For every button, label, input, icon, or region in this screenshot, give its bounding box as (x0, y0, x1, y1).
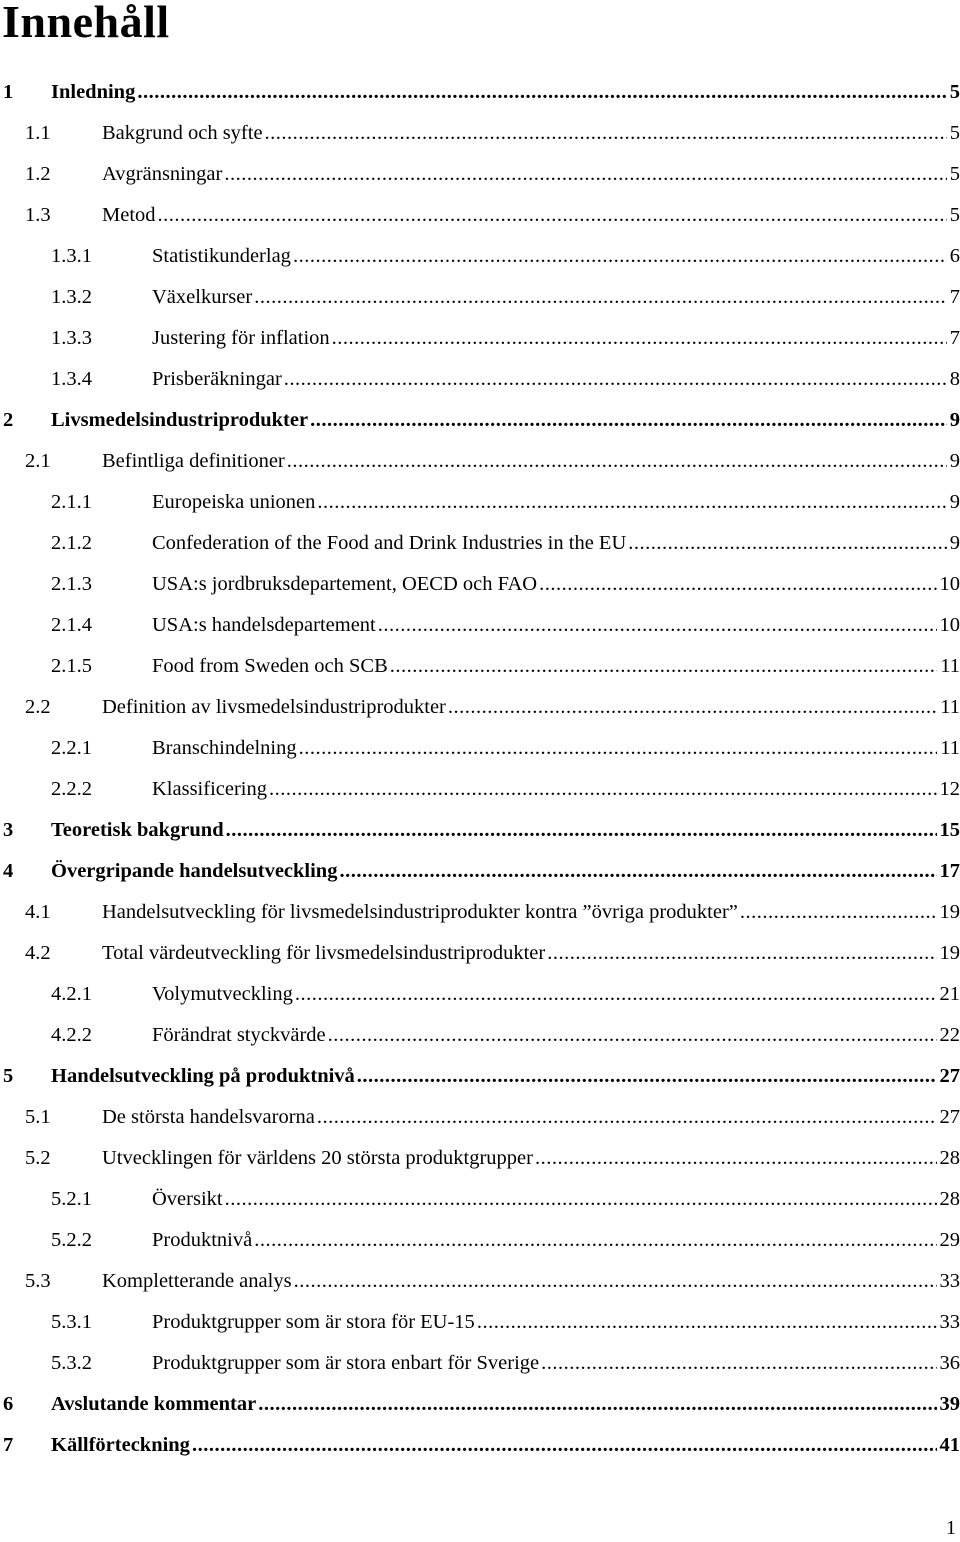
toc-entry-title[interactable]: Handelsutveckling på produktnivå (51, 1065, 355, 1087)
toc-dot-leader (310, 400, 947, 441)
toc-entry-title[interactable]: Metod (102, 204, 156, 226)
toc-dot-leader (226, 810, 937, 851)
toc-dot-leader (294, 1261, 937, 1302)
toc-entry-line (152, 1220, 960, 1261)
toc-entry-title[interactable]: De största handelsvarorna (102, 1106, 315, 1128)
toc-dot-leader (328, 1015, 937, 1056)
toc-entry-title[interactable]: Klassificering (152, 778, 267, 800)
toc-entry-page: 39 (939, 1393, 960, 1415)
toc-entry-number: 5.1 (25, 1106, 51, 1128)
toc-entry-title[interactable]: Översikt (152, 1188, 223, 1210)
toc-entry[interactable] (0, 605, 960, 646)
toc-entry[interactable] (0, 1425, 960, 1466)
toc-entry-line (152, 482, 960, 523)
toc-entry-title[interactable]: Bakgrund och syfte (102, 122, 263, 144)
toc-entry-line (102, 1261, 960, 1302)
toc-entry[interactable] (0, 236, 960, 277)
toc-entry-page: 36 (939, 1352, 960, 1374)
toc-entry[interactable] (0, 564, 960, 605)
toc-entry-page: 5 (949, 81, 960, 103)
toc-entry-page: 27 (939, 1106, 960, 1128)
toc-entry-title[interactable]: Övergripande handelsutveckling (51, 860, 338, 882)
toc-entry-title[interactable]: Prisberäkningar (152, 368, 282, 390)
toc-entry-line (152, 1343, 960, 1384)
toc-dot-leader (293, 236, 947, 277)
toc-entry-title[interactable]: Källförteckning (51, 1434, 190, 1456)
toc-entry-number: 1.1 (25, 122, 51, 144)
toc-entry-title[interactable]: Branschindelning (152, 737, 297, 759)
toc-dot-leader (287, 441, 947, 482)
toc-dot-leader (295, 974, 937, 1015)
toc-entry-line (152, 318, 960, 359)
toc-entry-line (152, 1179, 960, 1220)
toc-dot-leader (299, 728, 938, 769)
toc-dot-leader (265, 113, 947, 154)
toc-entry[interactable] (0, 687, 960, 728)
toc-entry[interactable] (0, 810, 960, 851)
toc-entry[interactable] (0, 1220, 960, 1261)
toc-dot-leader (254, 277, 947, 318)
toc-dot-leader (547, 933, 936, 974)
toc-entry-line (152, 236, 960, 277)
toc-entry[interactable] (0, 72, 960, 113)
toc-entry-number: 7 (3, 1434, 14, 1456)
toc-entry[interactable] (0, 400, 960, 441)
toc-entry-number: 2 (3, 409, 14, 431)
toc-entry-page: 15 (939, 819, 960, 841)
toc-entry[interactable] (0, 933, 960, 974)
toc-entry[interactable] (0, 646, 960, 687)
toc-entry-number: 1 (3, 81, 14, 103)
toc-dot-leader (137, 72, 946, 113)
toc-entry-line (51, 1056, 960, 1097)
toc-entry-number: 2.1.2 (51, 532, 92, 554)
toc-entry-number: 3 (3, 819, 14, 841)
toc-entry-page: 19 (939, 901, 960, 923)
toc-entry[interactable] (0, 523, 960, 564)
toc-dot-leader (390, 646, 938, 687)
toc-entry-line (102, 113, 960, 154)
toc-dot-leader (224, 154, 946, 195)
toc-dot-leader (357, 1056, 937, 1097)
toc-entry-line (51, 1384, 960, 1425)
toc-entry-page: 11 (940, 655, 960, 677)
toc-entry-title[interactable]: Handelsutveckling för livsmedelsindustriprodukter kontra ”övriga produkter” (102, 901, 738, 923)
toc-entry-page: 28 (939, 1147, 960, 1169)
toc-entry[interactable] (0, 1384, 960, 1425)
toc-entry-title[interactable]: Definition av livsmedelsindustriprodukter (102, 696, 446, 718)
toc-entry[interactable] (0, 1302, 960, 1343)
toc-entry-title[interactable]: Växelkurser (152, 286, 253, 308)
toc-entry-title[interactable]: Befintliga definitioner (102, 450, 285, 472)
toc-entry-number: 4.2 (25, 942, 51, 964)
toc-entry-title[interactable]: Inledning (51, 81, 136, 103)
toc-entry-page: 9 (949, 450, 960, 472)
toc-entry-line (152, 728, 960, 769)
toc-entry-page: 19 (939, 942, 960, 964)
toc-entry-number: 1.3.1 (51, 245, 92, 267)
toc-entry-page: 22 (939, 1024, 960, 1046)
toc-entry[interactable] (0, 1015, 960, 1056)
toc-entry-number: 4.2.1 (51, 983, 92, 1005)
toc-entry-line (152, 523, 960, 564)
toc-entry[interactable] (0, 359, 960, 400)
toc-entry-line (152, 1302, 960, 1343)
toc-entry-title[interactable]: Produktgrupper som är stora för EU-15 (152, 1311, 475, 1333)
toc-entry-page: 8 (949, 368, 960, 390)
toc-entry-number: 2.2.1 (51, 737, 92, 759)
toc-entry[interactable] (0, 1343, 960, 1384)
toc-entry-number: 5.2.2 (51, 1229, 92, 1251)
toc-entry-number: 2.1.5 (51, 655, 92, 677)
toc-entry-page: 11 (940, 696, 960, 718)
toc-entry-number: 2.1.1 (51, 491, 92, 513)
toc-entry-line (152, 646, 960, 687)
toc-entry-number: 5.3.2 (51, 1352, 92, 1374)
toc-dot-leader (192, 1425, 937, 1466)
toc-entry-line (152, 974, 960, 1015)
toc-heading: Innehåll (2, 0, 170, 47)
table-of-contents (0, 72, 960, 1466)
toc-entry-page: 33 (939, 1270, 960, 1292)
toc-dot-leader (541, 1343, 936, 1384)
toc-entry-number: 2.1.4 (51, 614, 92, 636)
toc-entry[interactable] (0, 482, 960, 523)
toc-entry-number: 5 (3, 1065, 14, 1087)
toc-entry[interactable] (0, 318, 960, 359)
toc-entry-title[interactable]: USA:s jordbruksdepartement, OECD och FAO (152, 573, 538, 595)
toc-entry-page: 29 (939, 1229, 960, 1251)
toc-entry-page: 5 (949, 122, 960, 144)
toc-entry[interactable] (0, 277, 960, 318)
toc-dot-leader (317, 482, 946, 523)
toc-dot-leader (258, 1384, 936, 1425)
toc-entry[interactable] (0, 195, 960, 236)
toc-entry-line (152, 277, 960, 318)
toc-entry-number: 5.3.1 (51, 1311, 92, 1333)
toc-dot-leader (378, 605, 937, 646)
toc-entry-title[interactable]: Europeiska unionen (152, 491, 316, 513)
toc-entry-page: 28 (939, 1188, 960, 1210)
toc-entry-number: 1.3.2 (51, 286, 92, 308)
toc-entry-line (51, 72, 960, 113)
toc-entry-line (152, 359, 960, 400)
toc-entry-line (51, 810, 960, 851)
toc-entry[interactable] (0, 1138, 960, 1179)
toc-entry-number: 1.3.4 (51, 368, 92, 390)
toc-entry-page: 7 (949, 286, 960, 308)
toc-entry[interactable] (0, 113, 960, 154)
toc-entry-title[interactable]: Produktgrupper som är stora enbart för Sverige (152, 1352, 540, 1374)
toc-entry-title[interactable]: Statistikunderlag (152, 245, 291, 267)
toc-entry[interactable] (0, 728, 960, 769)
toc-entry[interactable] (0, 1261, 960, 1302)
toc-entry-page: 9 (949, 491, 960, 513)
toc-entry-page: 12 (939, 778, 960, 800)
toc-entry[interactable] (0, 441, 960, 482)
toc-dot-leader (339, 851, 936, 892)
toc-entry-number: 1.3 (25, 204, 51, 226)
toc-entry-line (152, 1015, 960, 1056)
toc-entry-page: 10 (939, 614, 960, 636)
toc-entry-number: 2.1 (25, 450, 51, 472)
toc-entry-page: 5 (949, 163, 960, 185)
toc-entry-line (102, 441, 960, 482)
toc-entry-number: 4.1 (25, 901, 51, 923)
toc-dot-leader (535, 1138, 937, 1179)
toc-dot-leader (284, 359, 947, 400)
toc-entry-title[interactable]: Justering för inflation (152, 327, 330, 349)
toc-dot-leader (448, 687, 937, 728)
toc-entry-title[interactable]: Produktnivå (152, 1229, 253, 1251)
toc-dot-leader (254, 1220, 936, 1261)
toc-entry-title[interactable]: USA:s handelsdepartement (152, 614, 376, 636)
toc-entry-line (102, 892, 960, 933)
toc-entry-line (51, 400, 960, 441)
page-number: 1 (946, 1517, 956, 1539)
toc-entry-page: 5 (949, 204, 960, 226)
toc-entry-title[interactable]: Utvecklingen för världens 20 största produktgrupper (102, 1147, 533, 1169)
toc-entry-title[interactable]: Avslutande kommentar (51, 1393, 257, 1415)
toc-dot-leader (477, 1302, 937, 1343)
toc-entry-line (102, 687, 960, 728)
toc-entry-title[interactable]: Teoretisk bakgrund (51, 819, 224, 841)
toc-entry-number: 2.2 (25, 696, 51, 718)
toc-entry-line (102, 1097, 960, 1138)
toc-dot-leader (628, 523, 946, 564)
toc-entry-line (51, 851, 960, 892)
toc-entry-number: 6 (3, 1393, 14, 1415)
toc-entry-line (152, 769, 960, 810)
toc-entry-page: 10 (939, 573, 960, 595)
toc-entry-line (152, 605, 960, 646)
toc-entry-line (102, 1138, 960, 1179)
toc-entry-page: 6 (949, 245, 960, 267)
toc-entry-page: 9 (949, 409, 960, 431)
toc-entry[interactable] (0, 892, 960, 933)
toc-entry-number: 5.2.1 (51, 1188, 92, 1210)
toc-entry-page: 9 (949, 532, 960, 554)
toc-entry-page: 11 (940, 737, 960, 759)
toc-dot-leader (225, 1179, 937, 1220)
toc-entry-page: 27 (939, 1065, 960, 1087)
toc-entry-title[interactable]: Confederation of the Food and Drink Industries in the EU (152, 532, 627, 554)
toc-entry[interactable] (0, 974, 960, 1015)
toc-entry-page: 33 (939, 1311, 960, 1333)
toc-dot-leader (332, 318, 947, 359)
toc-dot-leader (158, 195, 947, 236)
toc-entry-number: 2.1.3 (51, 573, 92, 595)
toc-entry[interactable] (0, 851, 960, 892)
toc-entry[interactable] (0, 154, 960, 195)
toc-entry-page: 21 (939, 983, 960, 1005)
toc-entry[interactable] (0, 1056, 960, 1097)
toc-entry-line (152, 564, 960, 605)
toc-entry-number: 1.2 (25, 163, 51, 185)
toc-entry-line (102, 195, 960, 236)
toc-entry-page: 17 (939, 860, 960, 882)
toc-entry-number: 5.2 (25, 1147, 51, 1169)
toc-entry-number: 2.2.2 (51, 778, 92, 800)
toc-entry-page: 7 (949, 327, 960, 349)
toc-entry-title[interactable]: Förändrat styckvärde (152, 1024, 326, 1046)
toc-entry-page: 41 (939, 1434, 960, 1456)
toc-dot-leader (539, 564, 936, 605)
toc-entry-title[interactable]: Total värdeutveckling för livsmedelsindustriprodukter (102, 942, 546, 964)
toc-entry-number: 5.3 (25, 1270, 51, 1292)
toc-entry-line (102, 154, 960, 195)
toc-dot-leader (269, 769, 937, 810)
toc-entry[interactable] (0, 769, 960, 810)
toc-entry-line (51, 1425, 960, 1466)
toc-entry-title[interactable]: Livsmedelsindustriprodukter (51, 409, 309, 431)
toc-entry-title[interactable]: Kompletterande analys (102, 1270, 292, 1292)
toc-dot-leader (740, 892, 937, 933)
toc-entry-line (102, 933, 960, 974)
toc-entry-number: 4.2.2 (51, 1024, 92, 1046)
toc-entry-title[interactable]: Volymutveckling (152, 983, 293, 1005)
toc-entry-title[interactable]: Food from Sweden och SCB (152, 655, 388, 677)
toc-entry[interactable] (0, 1179, 960, 1220)
toc-entry[interactable] (0, 1097, 960, 1138)
toc-entry-number: 1.3.3 (51, 327, 92, 349)
toc-entry-number: 4 (3, 860, 14, 882)
toc-dot-leader (317, 1097, 937, 1138)
toc-entry-title[interactable]: Avgränsningar (102, 163, 223, 185)
